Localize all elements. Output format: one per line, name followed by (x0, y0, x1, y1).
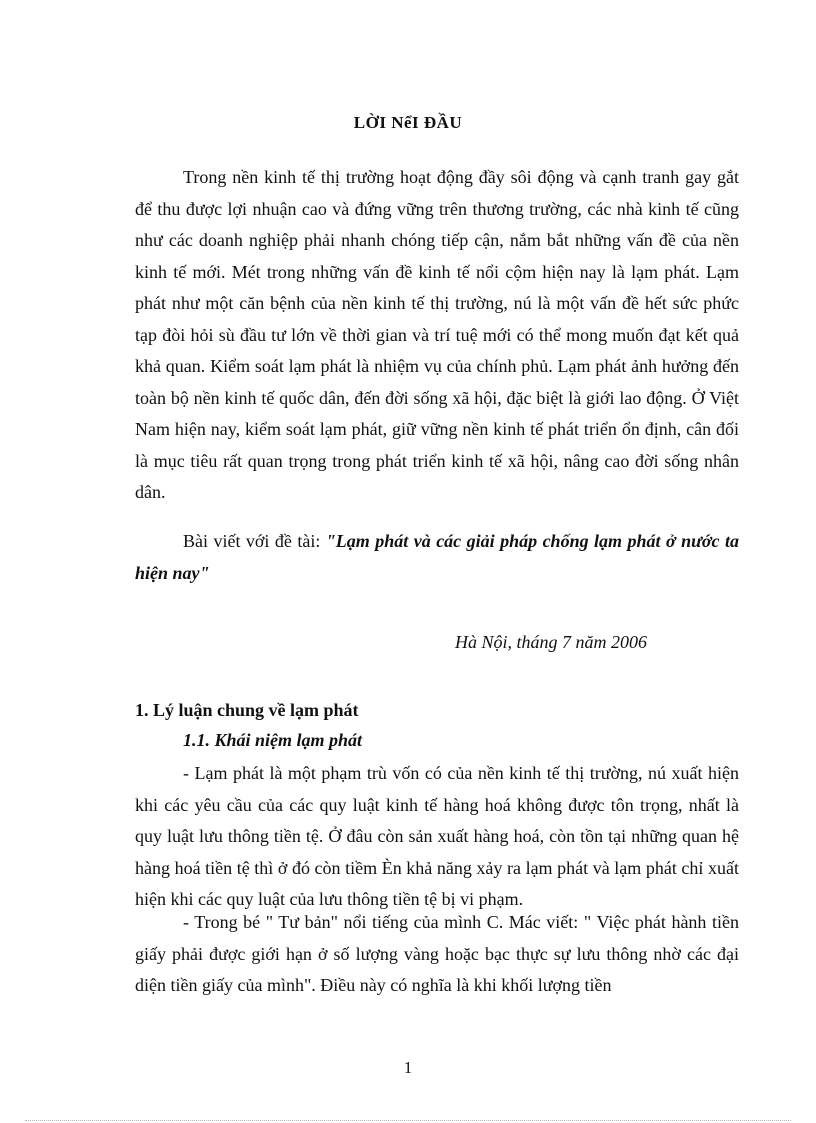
topic-prefix: Bài viết với đề tài: (183, 531, 326, 551)
page-break-divider (25, 1120, 791, 1121)
subsection-heading: 1.1. Khái niệm lạm phát (183, 730, 363, 750)
page-number: 1 (403, 1058, 413, 1077)
marx-paragraph: - Trong bé " Tư bản" nổi tiếng của mình C. Mác viết: " Việc phát hành tiền giấy phải được giới hạn ở số lượng vàng hoặc bạc thực sự lưu thông nhờ các đại diện tiền giấy của mình". Điều này có nghĩa là khi khối lượng tiền (135, 912, 739, 995)
section-heading: 1. Lý luận chung về lạm phát (135, 700, 359, 720)
intro-paragraph: Trong nền kinh tế thị trường hoạt động đầy sôi động và cạnh tranh gay gắt để thu được lợi nhuận cao và đứng vững trên thương trường, các nhà kinh tế cũng như các doanh nghiệp phải nhanh chóng tiếp cận, nắm bắt những vấn đề của nền kinh tế mới. Mét trong những vấn đề kinh tế nổi cộm hiện nay là lạm phát. Lạm phát như một căn bệnh của nền kinh tế thị trường, nú là một vấn đề hết sức phức tạp đòi hỏi sù đầu tư lớn về thời gian và trí tuệ mới có thể mong muốn đạt kết quả khả quan. Kiểm soát lạm phát là nhiệm vụ của chính phủ. Lạm phát ảnh hưởng đến toàn bộ nền kinh tế quốc dân, đến đời sống xã hội, đặc biệt là giới lao động. Ở Việt Nam hiện nay, kiểm soát lạm phát, giữ vững nền kinh tế phát triển ổn định, cân đối là mục tiêu rất quan trọng trong phát triển kinh tế xã hội, nâng cao đời sống nhân dân. (135, 167, 739, 502)
definition-paragraph: - Lạm phát là một phạm trù vốn có của nền kinh tế thị trường, nú xuất hiện khi các yêu cầu của các quy luật kinh tế hàng hoá không được tôn trọng, nhất là quy luật lưu thông tiền tệ. Ở đâu còn sản xuất hàng hoá, còn tồn tại những quan hệ hàng hoá tiền tệ thì ở đó còn tiềm Èn khả năng xảy ra lạm phát và lạm phát chỉ xuất hiện khi các quy luật của lưu thông tiền tệ bị vi phạm. (135, 763, 739, 909)
topic-paragraph (135, 526, 739, 589)
page-title: LỜI NểI ĐẦU (353, 113, 463, 132)
dateline: Hà Nội, tháng 7 năm 2006 (455, 632, 648, 652)
topic-title: "Lạm phát và các giải pháp chống lạm phát ở nước ta hiện nay" (135, 531, 740, 583)
